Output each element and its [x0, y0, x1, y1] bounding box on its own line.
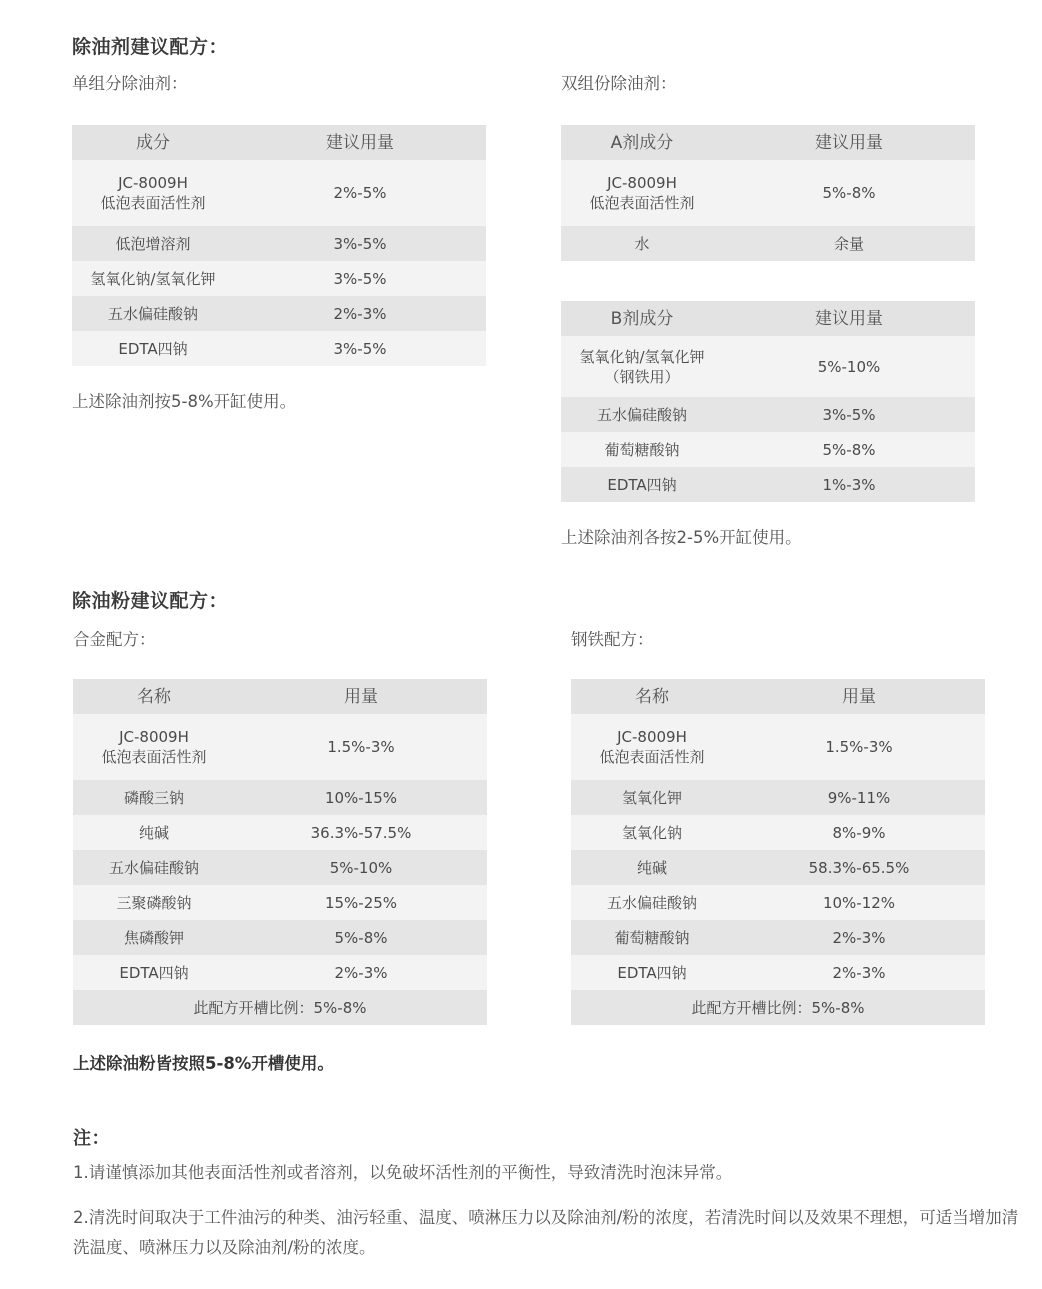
- table-row: [73, 850, 487, 885]
- header-ingredient: 成分: [72, 125, 234, 160]
- note-item-2: 2.清洗时间取决于工件油污的种类、油污轻重、温度、喷淋压力以及除油剂/粉的浓度，若清洗时间以及效果不理想，可适当增加清洗温度、喷淋压力以及除油剂/粉的浓度。: [73, 1208, 1019, 1257]
- table-row: [561, 336, 975, 397]
- ingredient-cell: 氢氧化钾: [571, 780, 733, 815]
- amount-cell: 3%-5%: [234, 331, 486, 366]
- ratio-cell: 此配方开槽比例：5%-8%: [571, 990, 985, 1025]
- steel-table: [571, 679, 985, 1025]
- ingredient-cell: [72, 160, 234, 226]
- header-ingredient: A剂成分: [561, 125, 723, 160]
- ingredient-cell: 五水偏硅酸钠: [561, 397, 723, 432]
- note-item-1: 1.请谨慎添加其他表面活性剂或者溶剂，以免破坏活性剂的平衡性，导致清洗时泡沫异常。: [73, 1163, 733, 1182]
- dual-a-table: [561, 125, 975, 261]
- table-row: [72, 261, 486, 296]
- single-footnote: 上述除油剂按5-8%开缸使用。: [72, 392, 297, 411]
- header-amount: 用量: [733, 679, 985, 714]
- table-row: [571, 815, 985, 850]
- amount-cell: 2%-3%: [733, 955, 985, 990]
- header-amount: 用量: [235, 679, 487, 714]
- ingredient-cell: [561, 160, 723, 226]
- ingredient-cell: 五水偏硅酸钠: [571, 885, 733, 920]
- table-row: [571, 920, 985, 955]
- ingredient-line: JC-8009H: [617, 728, 687, 746]
- dual-b-table: [561, 301, 975, 502]
- ingredient-line: JC-8009H: [118, 174, 188, 192]
- ingredient-cell: 氢氧化钠: [571, 815, 733, 850]
- ingredient-line: 低泡表面活性剂: [599, 748, 705, 766]
- table-row: [72, 331, 486, 366]
- amount-cell: 5%-10%: [235, 850, 487, 885]
- ingredient-cell: EDTA四钠: [571, 955, 733, 990]
- table-row: [561, 467, 975, 502]
- amount-cell: 3%-5%: [234, 261, 486, 296]
- single-component-label: 单组分除油剂：: [72, 74, 188, 93]
- powder-footnote: 上述除油粉皆按照5-8%开槽使用。: [73, 1054, 334, 1073]
- ingredient-cell: 纯碱: [571, 850, 733, 885]
- amount-cell: 8%-9%: [733, 815, 985, 850]
- table-row: [571, 780, 985, 815]
- table-row: [73, 815, 487, 850]
- ingredient-cell: EDTA四钠: [561, 467, 723, 502]
- amount-cell: 2%-3%: [733, 920, 985, 955]
- steel-label: 钢铁配方：: [571, 630, 654, 649]
- ingredient-cell: 葡萄糖酸钠: [561, 432, 723, 467]
- amount-cell: 15%-25%: [235, 885, 487, 920]
- header-name: 名称: [571, 679, 733, 714]
- amount-cell: 5%-10%: [723, 336, 975, 397]
- amount-cell: 5%-8%: [723, 432, 975, 467]
- ingredient-cell: EDTA四钠: [73, 955, 235, 990]
- table-header-row: [571, 679, 985, 714]
- table-ratio-row: [571, 990, 985, 1025]
- amount-cell: 1%-3%: [723, 467, 975, 502]
- ingredient-cell: [571, 714, 733, 780]
- table-row: [72, 160, 486, 226]
- alloy-label: 合金配方：: [73, 630, 156, 649]
- ingredient-line: JC-8009H: [119, 728, 189, 746]
- ingredient-cell: 五水偏硅酸钠: [72, 296, 234, 331]
- header-amount: 建议用量: [234, 125, 486, 160]
- table-row: [73, 714, 487, 780]
- ingredient-cell: 低泡增溶剂: [72, 226, 234, 261]
- ingredient-cell: 纯碱: [73, 815, 235, 850]
- table-row: [561, 160, 975, 226]
- amount-cell: 58.3%-65.5%: [733, 850, 985, 885]
- table-header-row: [72, 125, 486, 160]
- amount-cell: 10%-12%: [733, 885, 985, 920]
- alloy-table: [73, 679, 487, 1025]
- ingredient-cell: 焦磷酸钾: [73, 920, 235, 955]
- ingredient-cell: 葡萄糖酸钠: [571, 920, 733, 955]
- ingredient-line: 低泡表面活性剂: [589, 194, 695, 212]
- ingredient-line: （钢铁用）: [604, 367, 680, 386]
- amount-cell: 余量: [723, 226, 975, 261]
- amount-cell: 1.5%-3%: [733, 714, 985, 780]
- amount-cell: 2%-3%: [235, 955, 487, 990]
- ingredient-cell: 磷酸三钠: [73, 780, 235, 815]
- amount-cell: 10%-15%: [235, 780, 487, 815]
- amount-cell: 2%-5%: [234, 160, 486, 226]
- table-header-row: [561, 125, 975, 160]
- table-row: [561, 226, 975, 261]
- ingredient-line: 氢氧化钠/氢氧化钾: [579, 347, 705, 366]
- amount-cell: 5%-8%: [723, 160, 975, 226]
- ingredient-cell: 水: [561, 226, 723, 261]
- ingredient-cell: [73, 714, 235, 780]
- ingredient-cell: EDTA四钠: [72, 331, 234, 366]
- table-ratio-row: [73, 990, 487, 1025]
- amount-cell: 3%-5%: [723, 397, 975, 432]
- amount-cell: 3%-5%: [234, 226, 486, 261]
- table-header-row: [561, 301, 975, 336]
- table-row: [73, 780, 487, 815]
- table-row: [72, 296, 486, 331]
- table-row: [571, 714, 985, 780]
- header-amount: 建议用量: [723, 301, 975, 336]
- table-row: [73, 920, 487, 955]
- ingredient-cell: 氢氧化钠/氢氧化钾: [72, 261, 234, 296]
- header-ingredient: B剂成分: [561, 301, 723, 336]
- ingredient-cell: [561, 336, 723, 397]
- amount-cell: 9%-11%: [733, 780, 985, 815]
- table-row: [73, 955, 487, 990]
- table-row: [571, 955, 985, 990]
- amount-cell: 1.5%-3%: [235, 714, 487, 780]
- header-name: 名称: [73, 679, 235, 714]
- ingredient-line: JC-8009H: [607, 174, 677, 192]
- single-component-table: [72, 125, 486, 366]
- notes-heading: 注：: [73, 1128, 110, 1149]
- powder-heading: 除油粉建议配方：: [72, 590, 229, 612]
- amount-cell: 2%-3%: [234, 296, 486, 331]
- amount-cell: 36.3%-57.5%: [235, 815, 487, 850]
- table-row: [571, 885, 985, 920]
- table-row: [561, 397, 975, 432]
- table-row: [72, 226, 486, 261]
- table-header-row: [73, 679, 487, 714]
- dual-component-label: 双组份除油剂：: [561, 74, 677, 93]
- dual-footnote: 上述除油剂各按2-5%开缸使用。: [561, 528, 802, 547]
- amount-cell: 5%-8%: [235, 920, 487, 955]
- table-row: [73, 885, 487, 920]
- ratio-cell: 此配方开槽比例：5%-8%: [73, 990, 487, 1025]
- degreaser-heading: 除油剂建议配方：: [72, 36, 229, 58]
- ingredient-cell: 三聚磷酸钠: [73, 885, 235, 920]
- table-row: [571, 850, 985, 885]
- ingredient-line: 低泡表面活性剂: [101, 748, 207, 766]
- header-amount: 建议用量: [723, 125, 975, 160]
- table-row: [561, 432, 975, 467]
- ingredient-line: 低泡表面活性剂: [100, 194, 206, 212]
- ingredient-cell: 五水偏硅酸钠: [73, 850, 235, 885]
